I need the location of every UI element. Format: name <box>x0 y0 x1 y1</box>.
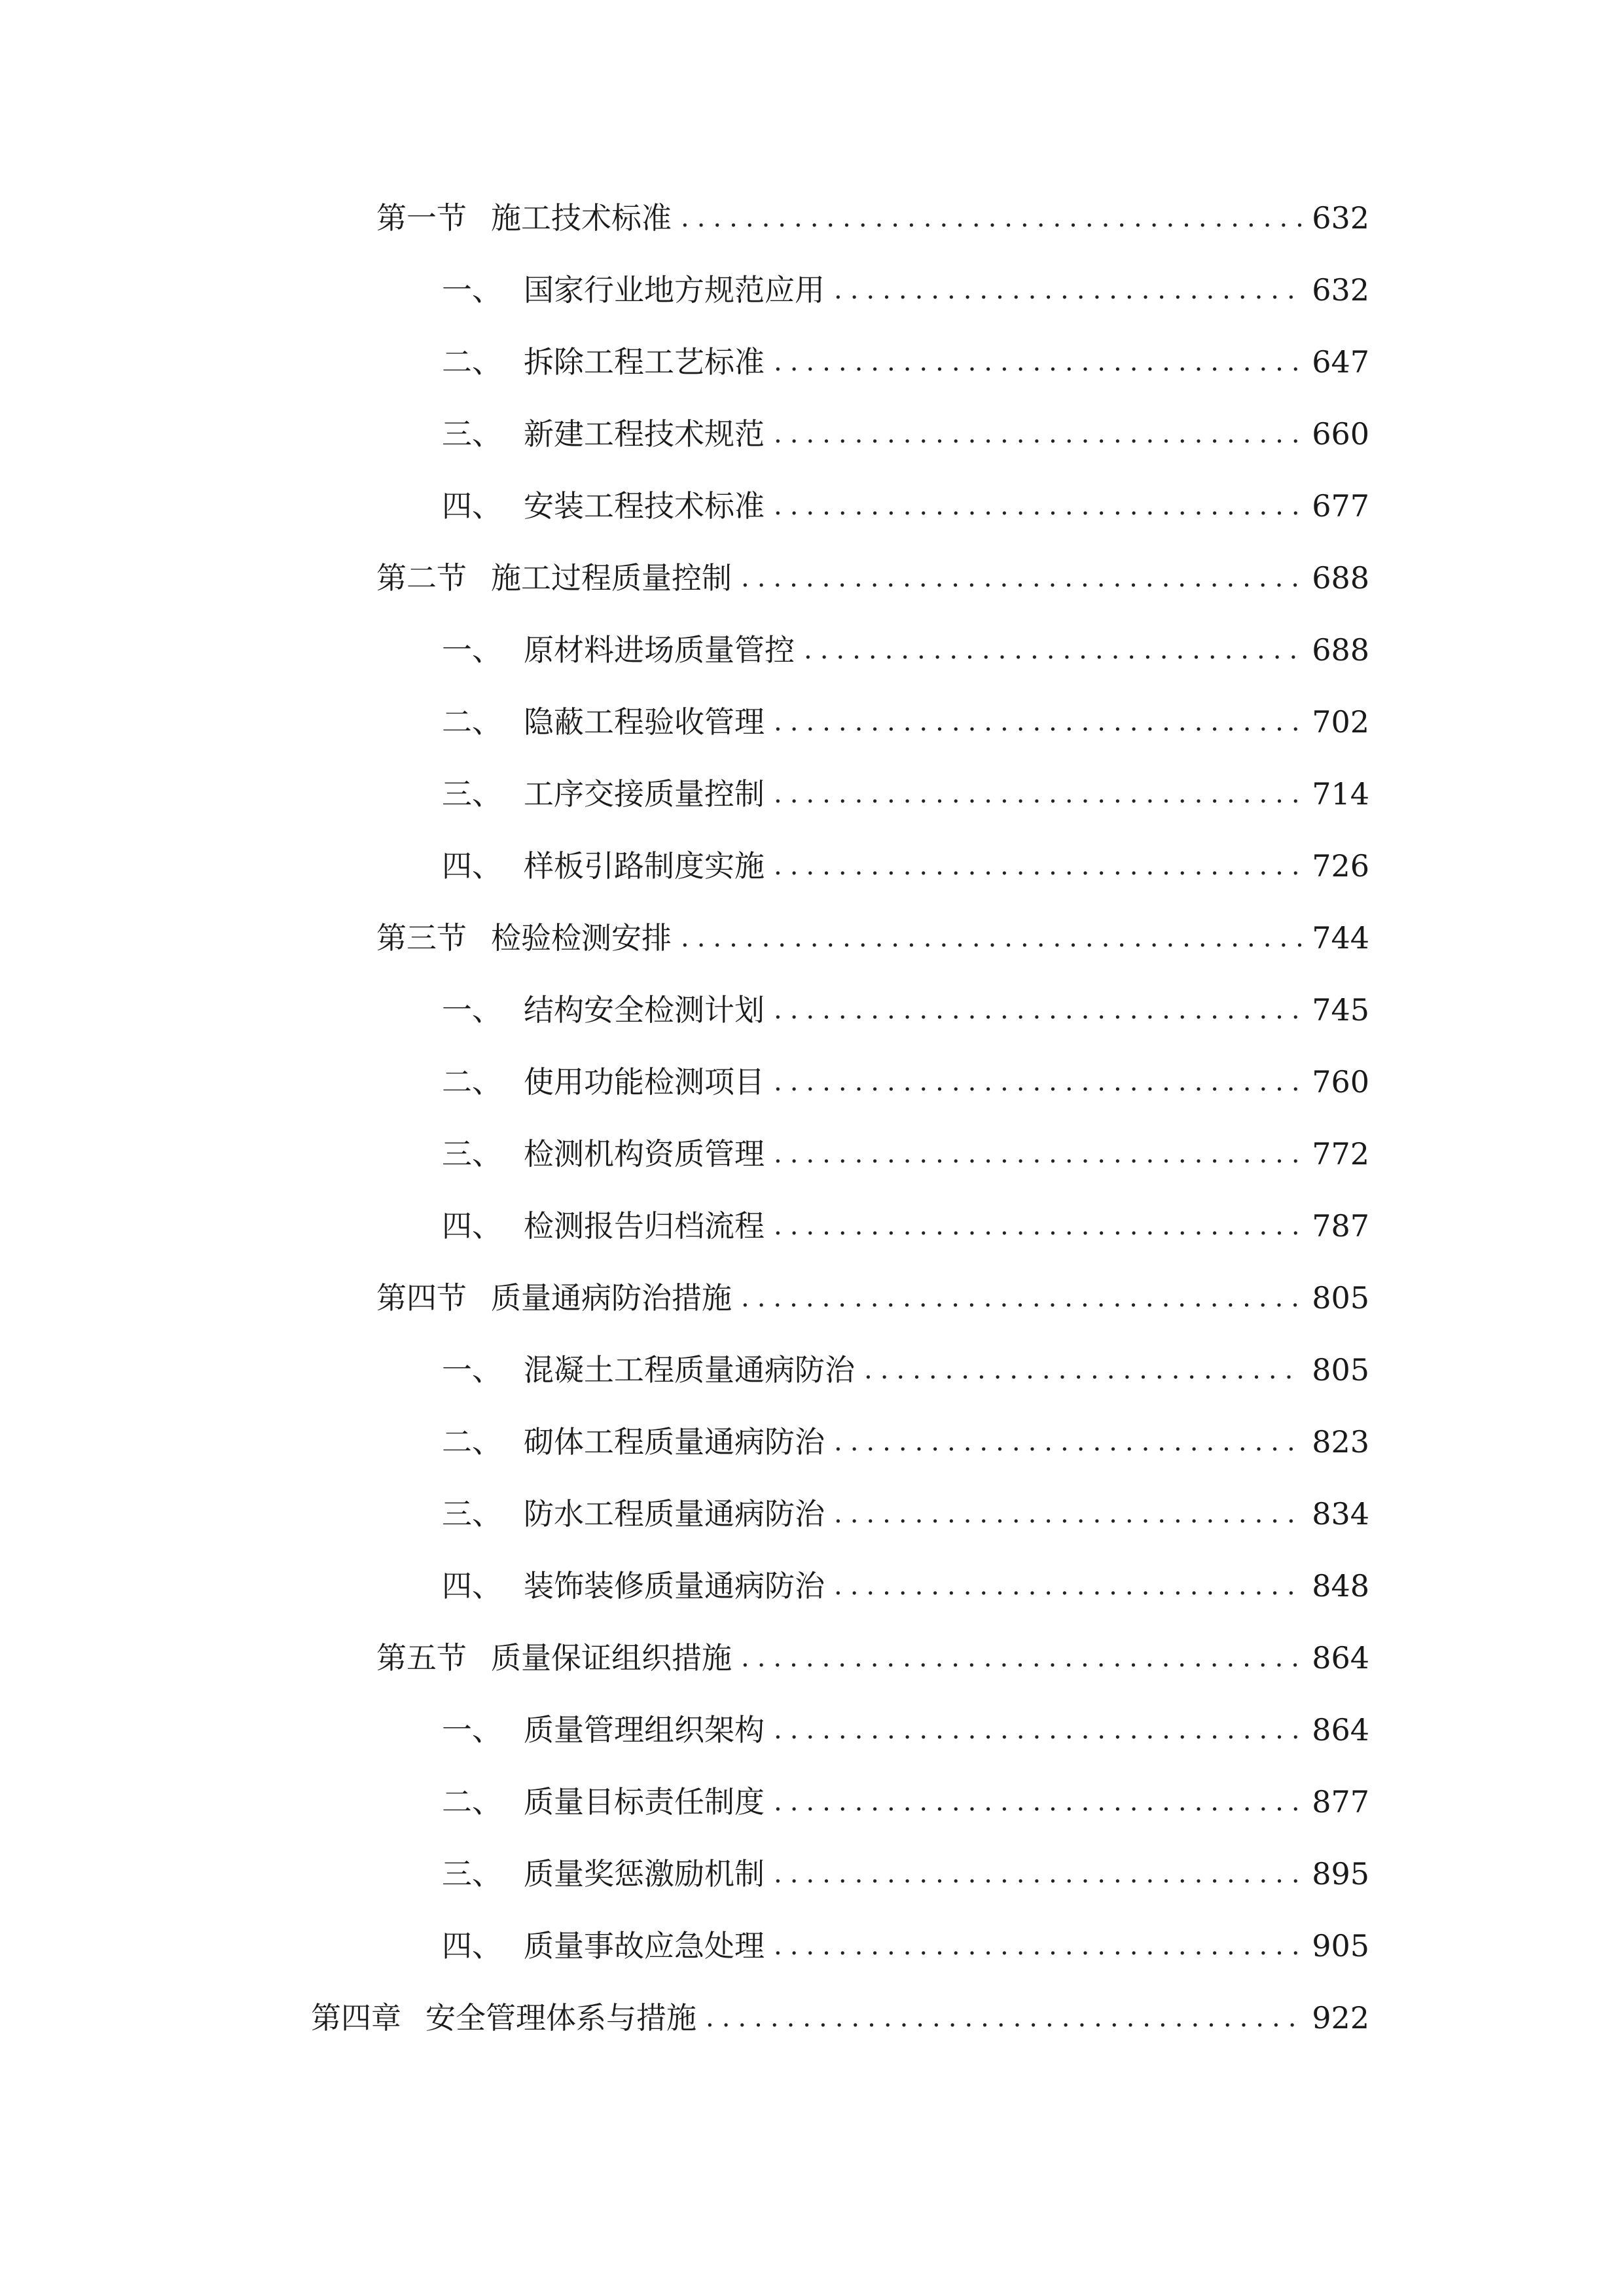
toc-entry-number: 一、 <box>442 1712 502 1748</box>
toc-entry[interactable] <box>376 552 1369 604</box>
toc-entry[interactable] <box>442 264 1369 316</box>
toc-entry-page: 688 <box>1312 560 1369 596</box>
toc-entry-number: 二、 <box>442 704 502 740</box>
dot-leader <box>774 1200 1303 1252</box>
toc-entry-title: 施工过程质量控制 <box>491 560 732 596</box>
dot-leader <box>706 1992 1303 2044</box>
toc-entry-number: 第四章 <box>311 2000 401 2036</box>
toc-entry-title: 新建工程技术规范 <box>524 416 765 452</box>
toc-entry-number: 第三节 <box>376 920 467 956</box>
toc-entry-title: 质量奖惩激励机制 <box>524 1856 765 1892</box>
toc-entry-page: 834 <box>1312 1496 1369 1532</box>
toc-entry[interactable] <box>442 1200 1369 1252</box>
dot-leader <box>741 1272 1303 1324</box>
toc-entry-number: 三、 <box>442 1856 502 1892</box>
toc-entry[interactable] <box>442 1560 1369 1612</box>
toc-entry-title: 工序交接质量控制 <box>524 776 765 812</box>
toc-entry-title: 质量目标责任制度 <box>524 1784 765 1820</box>
toc-entry[interactable] <box>442 480 1369 532</box>
toc-entry-number: 三、 <box>442 776 502 812</box>
toc-entry-page: 877 <box>1312 1784 1369 1820</box>
toc-entry-number: 三、 <box>442 416 502 452</box>
dot-leader <box>681 912 1303 964</box>
dot-leader <box>774 1776 1303 1828</box>
toc-entry-number: 三、 <box>442 1496 502 1532</box>
toc-entry-page: 647 <box>1312 344 1369 380</box>
toc-entry-page: 864 <box>1312 1640 1369 1676</box>
toc-entry-page: 823 <box>1312 1424 1369 1460</box>
toc-entry-number: 第四节 <box>376 1280 467 1316</box>
toc-entry-number: 第二节 <box>376 560 467 596</box>
toc-entry-page: 744 <box>1312 920 1369 956</box>
toc-entry-number: 四、 <box>442 488 502 524</box>
toc-entry-number: 四、 <box>442 848 502 884</box>
toc-entry-page: 895 <box>1312 1856 1369 1892</box>
toc-entry[interactable] <box>442 1776 1369 1828</box>
dot-leader <box>741 1632 1303 1684</box>
dot-leader <box>834 264 1303 316</box>
dot-leader <box>774 1128 1303 1180</box>
toc-entry-title: 拆除工程工艺标准 <box>524 344 765 380</box>
dot-leader <box>804 624 1303 676</box>
toc-entry-number: 二、 <box>442 1064 502 1100</box>
toc-entry[interactable] <box>442 984 1369 1036</box>
toc-entry[interactable] <box>376 1272 1369 1324</box>
dot-leader <box>774 1704 1303 1756</box>
toc-entry[interactable] <box>442 768 1369 820</box>
toc-entry-page: 760 <box>1312 1064 1369 1100</box>
toc-entry-page: 848 <box>1312 1568 1369 1604</box>
toc-entry-title: 安装工程技术标准 <box>524 488 765 524</box>
dot-leader <box>774 984 1303 1036</box>
toc-entry[interactable] <box>376 912 1369 964</box>
toc-entry-page: 745 <box>1312 992 1369 1028</box>
toc-entry-number: 四、 <box>442 1568 502 1604</box>
toc-entry-page: 660 <box>1312 416 1369 452</box>
dot-leader <box>864 1344 1303 1396</box>
toc-entry-page: 714 <box>1312 776 1369 812</box>
toc-entry-number: 第五节 <box>376 1640 467 1676</box>
dot-leader <box>774 1920 1303 1972</box>
toc-entry-title: 质量管理组织架构 <box>524 1712 765 1748</box>
toc-entry-number: 二、 <box>442 1784 502 1820</box>
toc-entry-page: 632 <box>1312 200 1369 236</box>
toc-entry-page: 688 <box>1312 632 1369 668</box>
toc-entry[interactable] <box>311 1992 1369 2044</box>
toc-entry-page: 677 <box>1312 488 1369 524</box>
toc-entry-page: 922 <box>1312 2000 1369 2036</box>
toc-entry-title: 砌体工程质量通病防治 <box>524 1424 825 1460</box>
toc-entry[interactable] <box>376 1632 1369 1684</box>
toc-entry-number: 三、 <box>442 1136 502 1172</box>
dot-leader <box>834 1416 1303 1468</box>
toc-entry[interactable] <box>442 1056 1369 1108</box>
dot-leader <box>741 552 1303 604</box>
toc-entry-title: 原材料进场质量管控 <box>524 632 795 668</box>
toc-entry-page: 726 <box>1312 848 1369 884</box>
toc-entry-title: 隐蔽工程验收管理 <box>524 704 765 740</box>
dot-leader <box>834 1488 1303 1540</box>
toc-entry-title: 检测报告归档流程 <box>524 1208 765 1244</box>
toc-entry-page: 905 <box>1312 1928 1369 1964</box>
toc-entry-page: 805 <box>1312 1352 1369 1388</box>
toc-entry-title: 结构安全检测计划 <box>524 992 765 1028</box>
toc-entry-number: 第一节 <box>376 200 467 236</box>
toc-entry[interactable] <box>442 1488 1369 1540</box>
dot-leader <box>774 408 1303 460</box>
toc-entry-number: 四、 <box>442 1928 502 1964</box>
toc-entry-number: 一、 <box>442 272 502 308</box>
dot-leader <box>774 1056 1303 1108</box>
toc-entry[interactable] <box>442 840 1369 892</box>
dot-leader <box>774 768 1303 820</box>
dot-leader <box>681 192 1303 244</box>
toc-entry-number: 二、 <box>442 344 502 380</box>
toc-entry[interactable] <box>442 1344 1369 1396</box>
toc-entry-number: 四、 <box>442 1208 502 1244</box>
toc-entry-page: 632 <box>1312 272 1369 308</box>
toc-entry-number: 一、 <box>442 1352 502 1388</box>
toc-entry-number: 一、 <box>442 992 502 1028</box>
dot-leader <box>774 480 1303 532</box>
toc-entry-title: 检测机构资质管理 <box>524 1136 765 1172</box>
toc-entry-title: 质量事故应急处理 <box>524 1928 765 1964</box>
toc-entry[interactable] <box>376 192 1369 244</box>
toc-entry-title: 施工技术标准 <box>491 200 672 236</box>
toc-entry-title: 样板引路制度实施 <box>524 848 765 884</box>
toc-entry-page: 787 <box>1312 1208 1369 1244</box>
toc-entry-title: 检验检测安排 <box>491 920 672 956</box>
toc-entry[interactable] <box>442 1920 1369 1972</box>
toc-entry[interactable] <box>442 1416 1369 1468</box>
toc-entry-page: 772 <box>1312 1136 1369 1172</box>
toc-entry-title: 质量保证组织措施 <box>491 1640 732 1676</box>
dot-leader <box>834 1560 1303 1612</box>
toc-entry-title: 混凝土工程质量通病防治 <box>524 1352 855 1388</box>
toc-entry-number: 二、 <box>442 1424 502 1460</box>
toc-entry-title: 装饰装修质量通病防治 <box>524 1568 825 1604</box>
toc-entry[interactable] <box>442 408 1369 460</box>
toc-entry[interactable] <box>442 1848 1369 1900</box>
toc-entry[interactable] <box>442 1704 1369 1756</box>
toc-entry-number: 一、 <box>442 632 502 668</box>
dot-leader <box>774 336 1303 388</box>
dot-leader <box>774 696 1303 748</box>
toc-entry-page: 864 <box>1312 1712 1369 1748</box>
dot-leader <box>774 1848 1303 1900</box>
toc-entry-title: 国家行业地方规范应用 <box>524 272 825 308</box>
toc-entry[interactable] <box>442 336 1369 388</box>
toc-entry-title: 防水工程质量通病防治 <box>524 1496 825 1532</box>
toc-entry[interactable] <box>442 624 1369 676</box>
toc-entry-title: 安全管理体系与措施 <box>425 2000 696 2036</box>
toc-entry[interactable] <box>442 1128 1369 1180</box>
dot-leader <box>774 840 1303 892</box>
toc-entry-page: 805 <box>1312 1280 1369 1316</box>
toc-entry-page: 702 <box>1312 704 1369 740</box>
toc-entry[interactable] <box>442 696 1369 748</box>
toc-entry-title: 使用功能检测项目 <box>524 1064 765 1100</box>
toc-entry-title: 质量通病防治措施 <box>491 1280 732 1316</box>
